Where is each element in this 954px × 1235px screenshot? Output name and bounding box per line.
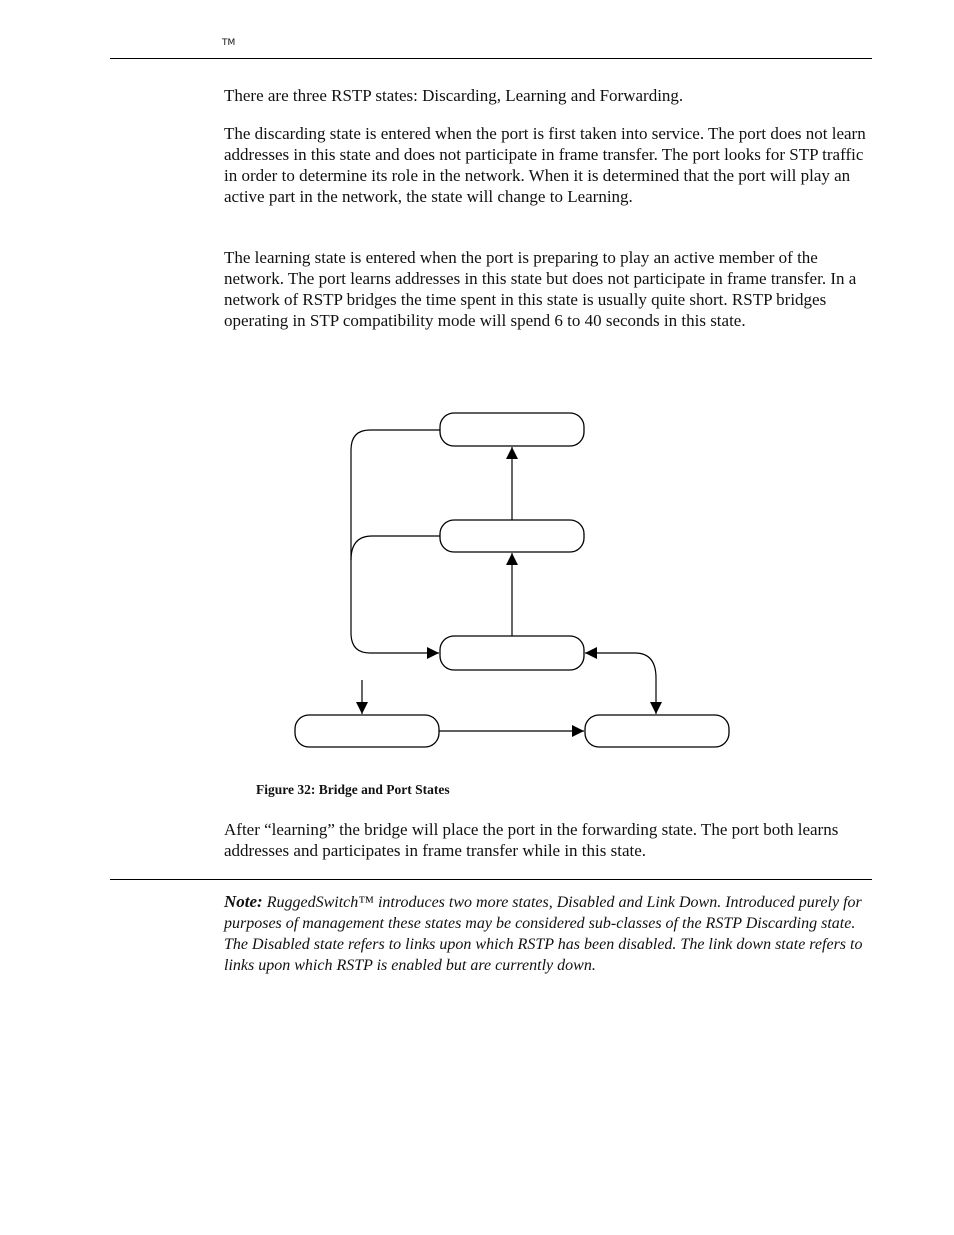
connector-top-loop (351, 430, 440, 653)
trademark-mark: TM (222, 38, 236, 48)
note-text: RuggedSwitch™ introduces two more states, Disabled and Link Down. Introduced purely for purposes of management these states may be considered sub-classes of the RSTP Discarding state. The Disabled state refers to links upon which RSTP has been disabled. The link down state refers to links upon which RSTP is enabled but are currently down. (224, 894, 863, 974)
state-box-middle (440, 520, 584, 552)
note-rule (110, 879, 872, 880)
port-state-diagram (280, 400, 740, 760)
paragraph-forwarding: After “learning” the bridge will place the port in the forwarding state. The port both learns addresses and participates in frame transfer while in this state. (224, 820, 839, 860)
paragraph-discarding: The discarding state is entered when the port is first taken into service. The port does not learn addresses in this state and does not participate in frame transfer. The port looks for STP traffic in order to determine its role in the network. When it is determined that the port will play an active part in the network, the state will change to Learning. (224, 124, 866, 206)
note-label: Note: (224, 892, 263, 911)
state-box-bottom-left (295, 715, 439, 747)
connector-middle-loop (351, 536, 440, 560)
arrowhead-into-center (585, 647, 597, 659)
paragraph-learning: The learning state is entered when the port is preparing to play an active member of the network. The port learns addresses in this state but does not participate in frame transfer. In a network of RSTP bridges the time spent in this state is usually quite short. RSTP bridges operating in STP compatibility mode will spend 6 to 40 seconds in this state. (224, 248, 857, 330)
state-box-bottom-right (585, 715, 729, 747)
header-rule (110, 58, 872, 59)
state-box-top (440, 413, 584, 446)
note-block (224, 891, 874, 976)
figure-caption: Figure 32: Bridge and Port States (256, 782, 450, 797)
state-box-center (440, 636, 584, 670)
connector-right-curve (585, 653, 656, 714)
paragraph-rstp-states: There are three RSTP states: Discarding, Learning and Forwarding. (224, 86, 684, 105)
